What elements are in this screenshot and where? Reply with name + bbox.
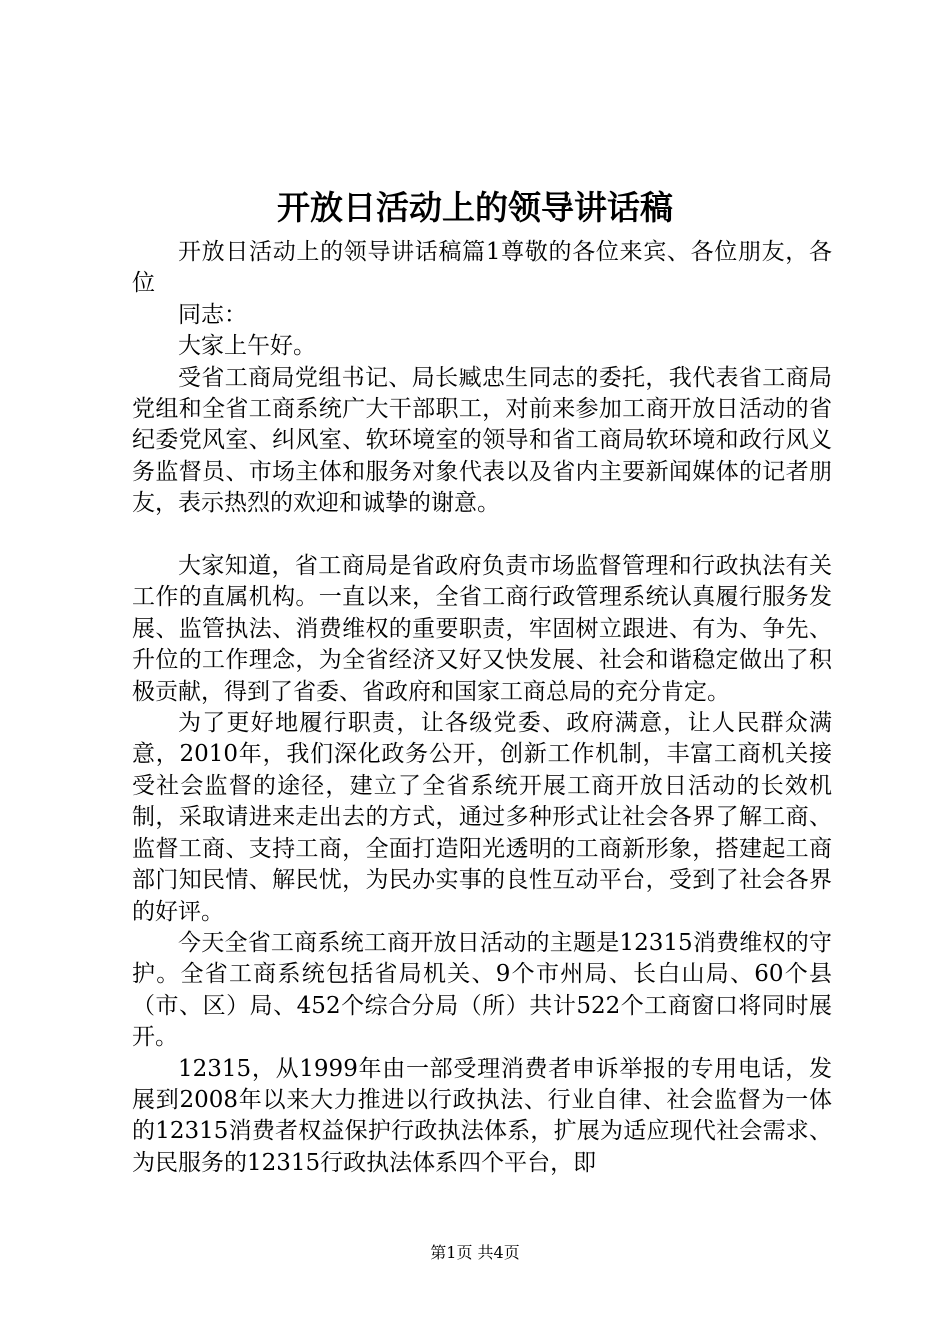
paragraph-theme: 今天全省工商系统工商开放日活动的主题是12315消费维权的守护。全省工商系统包括省局机关、9个市州局、长白山局、60个县（市、区）局、452个综合分局（所）共计522个工商窗口将同时展开。 [132, 929, 832, 1051]
page-footer: 第1页 共4页 [430, 1243, 520, 1262]
document-body [132, 237, 832, 1179]
paragraph-comrades: 同志： [178, 301, 247, 328]
paragraph-bureau-intro: 大家知道，省工商局是省政府负责市场监督管理和行政执法有关工作的直属机构。一直以来，全省工商行政管理系统认真履行服务发展、监管执法、消费维权的重要职责，牢固树立跟进、有为、争先、升位的工作理念，为全省经济又好又快发展、社会和谐稳定做出了积极贡献，得到了省委、省政府和国家工商总局的充分肯定。 [132, 553, 832, 705]
paragraph-12315-history: 12315，从1999年由一部受理消费者申诉举报的专用电话，发展到2008年以来大力推进以行政执法、行业自律、社会监督为一体的12315消费者权益保护行政执法体系，扩展为适应现代社会需求、为民服务的12315行政执法体系四个平台，即 [132, 1055, 832, 1176]
document-title: 开放日活动上的领导讲话稿 [277, 188, 673, 227]
paragraph-good-morning: 大家上午好。 [178, 333, 316, 360]
paragraph-open-day-mechanism: 为了更好地履行职责，让各级党委、政府满意，让人民群众满意，2010年，我们深化政务公开，创新工作机制，丰富工商机关接受社会监督的途径，建立了全省系统开展工商开放日活动的长效机制，采取请进来走出去的方式，通过多种形式让社会各界了解工商、监督工商、支持工商，全面打造阳光透明的工商新形象，搭建起工商部门知民情、解民忧，为民办实事的良性互动平台，受到了社会各界的好评。 [132, 710, 832, 925]
paragraph-welcome: 受省工商局党组书记、局长臧忠生同志的委托，我代表省工商局党组和全省工商系统广大干部职工，对前来参加工商开放日活动的省纪委党风室、纠风室、软环境室的领导和省工商局软环境和政行风义务监督员、市场主体和服务对象代表以及省内主要新闻媒体的记者朋友，表示热烈的欢迎和诚挚的谢意。 [132, 364, 832, 517]
paragraph-greeting: 开放日活动上的领导讲话稿篇1尊敬的各位来宾、各位朋友，各位 [132, 239, 832, 297]
